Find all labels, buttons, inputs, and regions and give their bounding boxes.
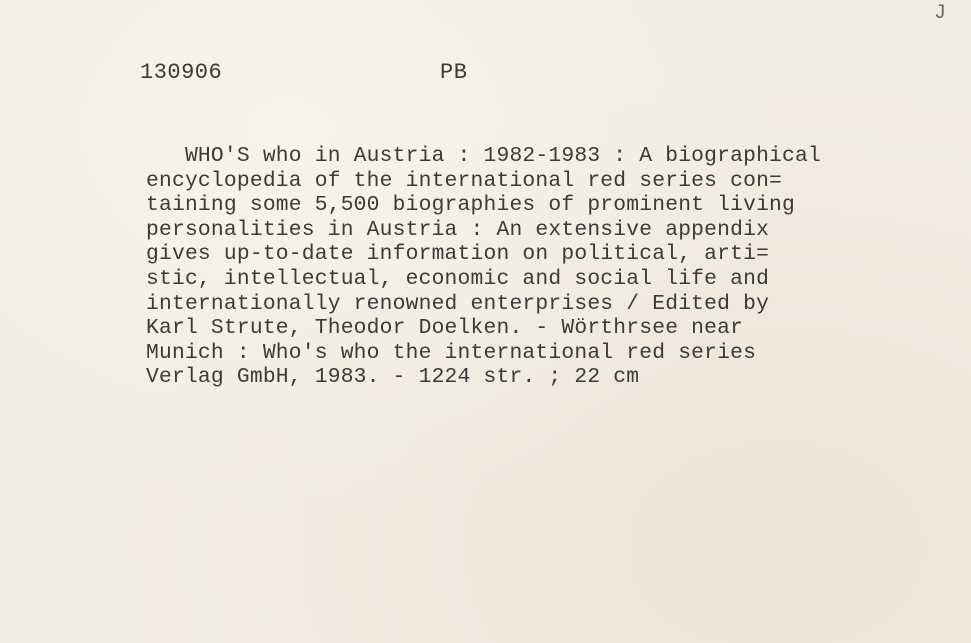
entry-line: stic, intellectual, economic and social life and: [146, 266, 770, 291]
entry-line: Verlag GmbH, 1983. - 1224 str. ; 22 cm: [146, 365, 640, 390]
entry-line: personalities in Austria : An extensive appendix: [146, 217, 770, 242]
corner-mark: J: [934, 2, 947, 25]
entry-line: gives up-to-date information on political, arti=: [146, 242, 770, 267]
card-number: 130906: [140, 60, 223, 85]
entry-line: internationally renowned enterprises / Edited by: [146, 291, 770, 316]
card-code: PB: [440, 60, 468, 85]
entry-line: Munich : Who's who the international red series: [146, 340, 757, 365]
bibliographic-entry: [146, 144, 946, 390]
entry-line: Karl Strute, Theodor Doelken. - Wörthrsee near: [146, 316, 744, 341]
entry-line: taining some 5,500 biographies of prominent living: [146, 193, 796, 218]
entry-line: encyclopedia of the international red series con=: [146, 168, 783, 193]
entry-line: WHO'S who in Austria : 1982-1983 : A biographical: [146, 144, 821, 168]
